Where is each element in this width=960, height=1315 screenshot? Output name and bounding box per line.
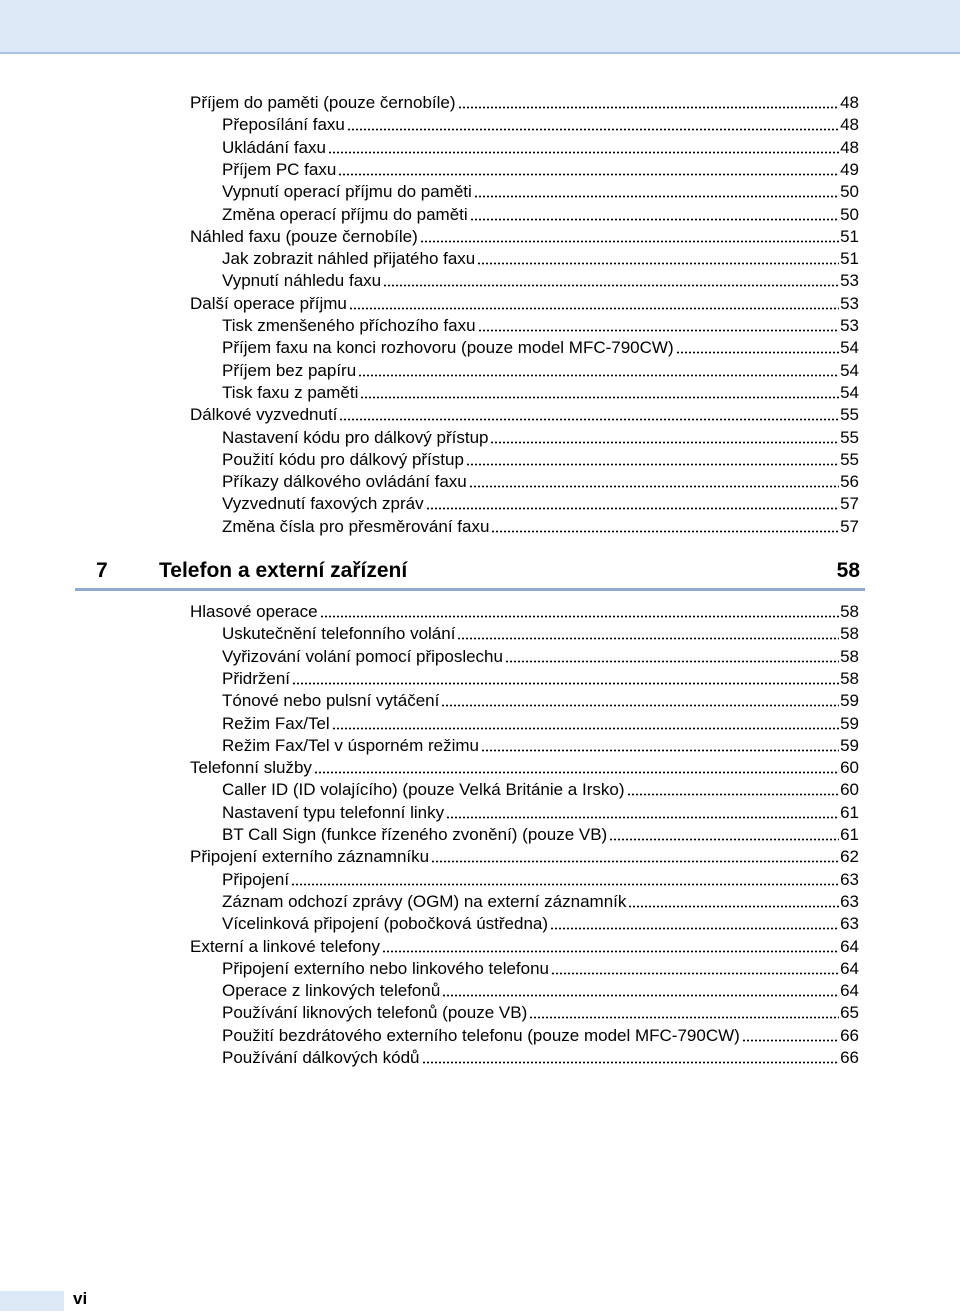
- toc-entry-title: Použití bezdrátového externího telefonu (pouze model MFC-790CW): [222, 1025, 740, 1045]
- toc-entry-title: Použití kódu pro dálkový přístup: [222, 449, 464, 469]
- toc-entry-page: 64: [840, 958, 859, 978]
- toc-entry-title: Vícelinková připojení (pobočková ústředna): [222, 914, 549, 934]
- toc-entry[interactable]: [222, 203, 859, 225]
- dot-leader: [551, 972, 839, 975]
- toc-entry-page: 51: [840, 226, 859, 246]
- toc-entry[interactable]: [222, 314, 859, 336]
- dot-leader: [627, 793, 840, 796]
- dot-leader: [431, 860, 839, 863]
- toc-entry-title: Ukládání faxu: [222, 137, 326, 157]
- toc-entry-page: 51: [840, 249, 859, 269]
- toc-entry-title: Režim Fax/Tel: [222, 713, 330, 733]
- dot-leader: [478, 329, 840, 332]
- dot-leader: [470, 218, 839, 221]
- toc-entry-page: 54: [840, 382, 859, 402]
- toc-entry[interactable]: [222, 801, 859, 823]
- toc-entry-title: Používání dálkových kódů: [222, 1048, 420, 1067]
- toc-entry-title: Nastavení typu telefonní linky: [222, 802, 445, 822]
- toc-entry-title: Nastavení kódu pro dálkový přístup: [222, 427, 489, 447]
- toc-entry-title: Vypnutí náhledu faxu: [222, 271, 382, 291]
- toc-entry-page: 60: [840, 780, 859, 800]
- toc-entry-title: Připojení externího nebo linkového telefonu: [222, 958, 550, 978]
- dot-leader: [469, 485, 839, 488]
- toc-entry-title: Změna čísla pro přesměrování faxu: [222, 516, 490, 536]
- toc-entry-title: Připojení externího záznamníku: [190, 847, 430, 867]
- dot-leader: [477, 262, 839, 265]
- toc-entry-title: Používání liknových telefonů (pouze VB): [222, 1003, 528, 1023]
- toc-entry-page: 63: [840, 914, 859, 934]
- toc-entry[interactable]: [222, 448, 859, 470]
- toc-entry-page: 54: [840, 360, 859, 380]
- toc-entry[interactable]: [222, 667, 859, 689]
- toc-entry[interactable]: [222, 912, 859, 934]
- dot-leader: [349, 307, 839, 310]
- toc-entry-title: Uskutečnění telefonního volání: [222, 624, 456, 644]
- toc-entry-title: Příjem PC faxu: [222, 159, 337, 179]
- toc-entry-page: 56: [840, 472, 859, 492]
- toc-entry-title: Náhled faxu (pouze černobíle): [190, 226, 418, 246]
- toc-entry-title: Režim Fax/Tel v úsporném režimu: [222, 735, 479, 755]
- toc-entry[interactable]: [190, 91, 859, 113]
- dot-leader: [358, 374, 839, 377]
- toc-entry-page: 55: [840, 449, 859, 469]
- toc-entry-page: 66: [840, 1048, 859, 1067]
- dot-leader: [347, 128, 839, 131]
- dot-leader: [422, 1061, 840, 1064]
- toc-entry-page: 53: [840, 316, 859, 335]
- toc-entry-title: Záznam odchozí zprávy (OGM) na externí záznamník: [222, 891, 627, 911]
- dot-leader: [420, 240, 839, 243]
- toc-entry-title: Vypnutí operací příjmu do paměti: [222, 182, 472, 202]
- toc-entry-title: Tisk zmenšeného příchozího faxu: [222, 316, 476, 335]
- toc-entry[interactable]: [222, 622, 859, 644]
- toc-entry[interactable]: [222, 136, 859, 158]
- toc-entry-title: Příkazy dálkového ovládání faxu: [222, 472, 467, 492]
- dot-leader: [505, 660, 839, 663]
- toc-entry-page: 53: [840, 271, 859, 291]
- dot-leader: [339, 418, 839, 421]
- toc-entry-page: 63: [840, 869, 859, 889]
- toc-entry[interactable]: [190, 225, 859, 247]
- toc-entry-title: Operace z linkových telefonů: [222, 981, 441, 1001]
- dot-leader: [457, 637, 839, 640]
- toc-entry-title: Vyzvednutí faxových zpráv: [222, 494, 424, 514]
- toc-entry-page: 48: [840, 115, 859, 135]
- dot-leader: [481, 749, 839, 752]
- toc-entry-page: 58: [840, 624, 859, 644]
- toc-entry-title: Přeposílání faxu: [222, 115, 345, 135]
- toc-entry-page: 55: [840, 405, 859, 425]
- toc-entry-page: 64: [840, 981, 859, 1001]
- toc-entry[interactable]: [222, 957, 859, 979]
- dot-leader: [426, 507, 840, 510]
- toc-entry-page: 58: [840, 646, 859, 666]
- dot-leader: [442, 994, 839, 997]
- toc-entry-title: Hlasové operace: [190, 602, 318, 621]
- dot-leader: [474, 195, 839, 198]
- dot-leader: [328, 151, 839, 154]
- toc-entry[interactable]: [222, 381, 859, 403]
- toc-entry[interactable]: [222, 1046, 859, 1068]
- toc-entry[interactable]: [222, 492, 859, 514]
- dot-leader: [383, 284, 839, 287]
- toc-entry-page: 63: [840, 891, 859, 911]
- toc-entry[interactable]: [222, 113, 859, 135]
- toc-entry-title: Přidržení: [222, 668, 291, 688]
- toc-entry[interactable]: [222, 979, 859, 1001]
- toc-entry-title: Další operace příjmu: [190, 293, 347, 313]
- toc-entry-page: 60: [840, 758, 859, 778]
- toc-entry-title: Telefonní služby: [190, 758, 312, 778]
- toc-entry-page: 59: [840, 735, 859, 755]
- toc-entry-title: Příjem bez papíru: [222, 360, 357, 380]
- toc-entry[interactable]: [222, 426, 859, 448]
- toc-entry[interactable]: [222, 359, 859, 381]
- dot-leader: [458, 106, 840, 109]
- toc-entry[interactable]: [190, 845, 859, 867]
- toc-entry-page: 61: [840, 802, 859, 822]
- toc-entry-title: Vyřizování volání pomocí připoslechu: [222, 646, 503, 666]
- toc-entry[interactable]: [190, 935, 859, 957]
- toc-entry[interactable]: [222, 247, 859, 269]
- chapter-number: 7: [96, 559, 108, 582]
- footer-band: [0, 1291, 64, 1311]
- toc-entry-title: Příjem do paměti (pouze černobíle): [190, 93, 456, 112]
- dot-leader: [441, 704, 839, 707]
- toc-entry-title: Připojení: [222, 869, 290, 889]
- toc-entry-page: 65: [840, 1003, 859, 1023]
- toc-entry[interactable]: [222, 890, 859, 912]
- footer-page-number: vi: [73, 1289, 88, 1308]
- toc-entry[interactable]: [190, 403, 859, 425]
- toc-entry-title: BT Call Sign (funkce řízeného zvonění) (pouze VB): [222, 825, 608, 844]
- dot-leader: [742, 1039, 839, 1042]
- toc-entry[interactable]: [190, 600, 859, 622]
- dot-leader: [628, 905, 839, 908]
- toc-entry[interactable]: [190, 756, 859, 778]
- dot-leader: [338, 173, 839, 176]
- dot-leader: [446, 816, 839, 819]
- dot-leader: [466, 463, 839, 466]
- toc-entry[interactable]: [222, 645, 859, 667]
- toc-entry-page: 53: [840, 293, 859, 313]
- toc-entry[interactable]: [190, 292, 859, 314]
- toc-entry[interactable]: [222, 778, 859, 800]
- dot-leader: [550, 927, 839, 930]
- toc-entry[interactable]: [222, 1001, 859, 1023]
- dot-leader: [609, 838, 839, 841]
- dot-leader: [291, 883, 839, 886]
- toc-entry-title: Jak zobrazit náhled přijatého faxu: [222, 249, 476, 269]
- toc-entry[interactable]: [222, 823, 859, 845]
- toc-entry-page: 64: [840, 936, 859, 956]
- toc-entry-page: 57: [840, 516, 859, 536]
- toc-entry-page: 59: [840, 691, 859, 711]
- chapter-title: Telefon a externí zařízení: [159, 559, 408, 582]
- toc-entry-title: Externí a linkové telefony: [190, 936, 380, 956]
- toc-entry-page: 48: [840, 93, 859, 112]
- toc-entry-page: 50: [840, 204, 859, 224]
- dot-leader: [491, 530, 839, 533]
- toc-entry-page: 57: [840, 494, 859, 514]
- toc-entry[interactable]: [222, 868, 859, 890]
- dot-leader: [490, 441, 839, 444]
- toc-entry[interactable]: [222, 1024, 859, 1046]
- toc-entry-page: 58: [840, 602, 859, 621]
- toc-entry-page: 50: [840, 182, 859, 202]
- toc-entry-page: 49: [840, 159, 859, 179]
- dot-leader: [529, 1016, 839, 1019]
- toc-entry[interactable]: [222, 336, 859, 358]
- toc-entry-title: Příjem faxu na konci rozhovoru (pouze model MFC-790CW): [222, 338, 674, 358]
- dot-leader: [320, 615, 840, 618]
- toc-entry-page: 59: [840, 713, 859, 733]
- chapter-page: 58: [836, 559, 860, 582]
- toc-entry-page: 48: [840, 137, 859, 157]
- toc-entry[interactable]: [222, 269, 859, 291]
- dot-leader: [676, 351, 839, 354]
- toc-entry-title: Změna operací příjmu do paměti: [222, 204, 468, 224]
- dot-leader: [314, 771, 839, 774]
- toc-entry-page: 62: [840, 847, 859, 867]
- toc-entry-page: 66: [840, 1025, 859, 1045]
- toc-entry-page: 58: [840, 668, 859, 688]
- toc-entry-page: 61: [840, 825, 859, 844]
- toc-entry[interactable]: [222, 689, 859, 711]
- toc-entry-page: 55: [840, 427, 859, 447]
- toc-entry[interactable]: [222, 712, 859, 734]
- dot-leader: [332, 727, 839, 730]
- header-band: [0, 0, 960, 54]
- toc-entry[interactable]: [222, 515, 859, 537]
- toc-entry-title: Tisk faxu z paměti: [222, 382, 359, 402]
- toc-entry-title: Caller ID (ID volajícího) (pouze Velká Británie a Irsko): [222, 780, 625, 800]
- toc-entry[interactable]: [222, 470, 859, 492]
- toc-entry-title: Tónové nebo pulsní vytáčení: [222, 691, 440, 711]
- dot-leader: [292, 682, 839, 685]
- toc-entry[interactable]: [222, 180, 859, 202]
- chapter-heading: [75, 556, 865, 591]
- toc-entry[interactable]: [222, 734, 859, 756]
- toc-entry-title: Dálkové vyzvednutí: [190, 405, 338, 425]
- dot-leader: [382, 950, 839, 953]
- toc-entry[interactable]: [222, 158, 859, 180]
- dot-leader: [360, 396, 839, 399]
- toc-entry-page: 54: [840, 338, 859, 358]
